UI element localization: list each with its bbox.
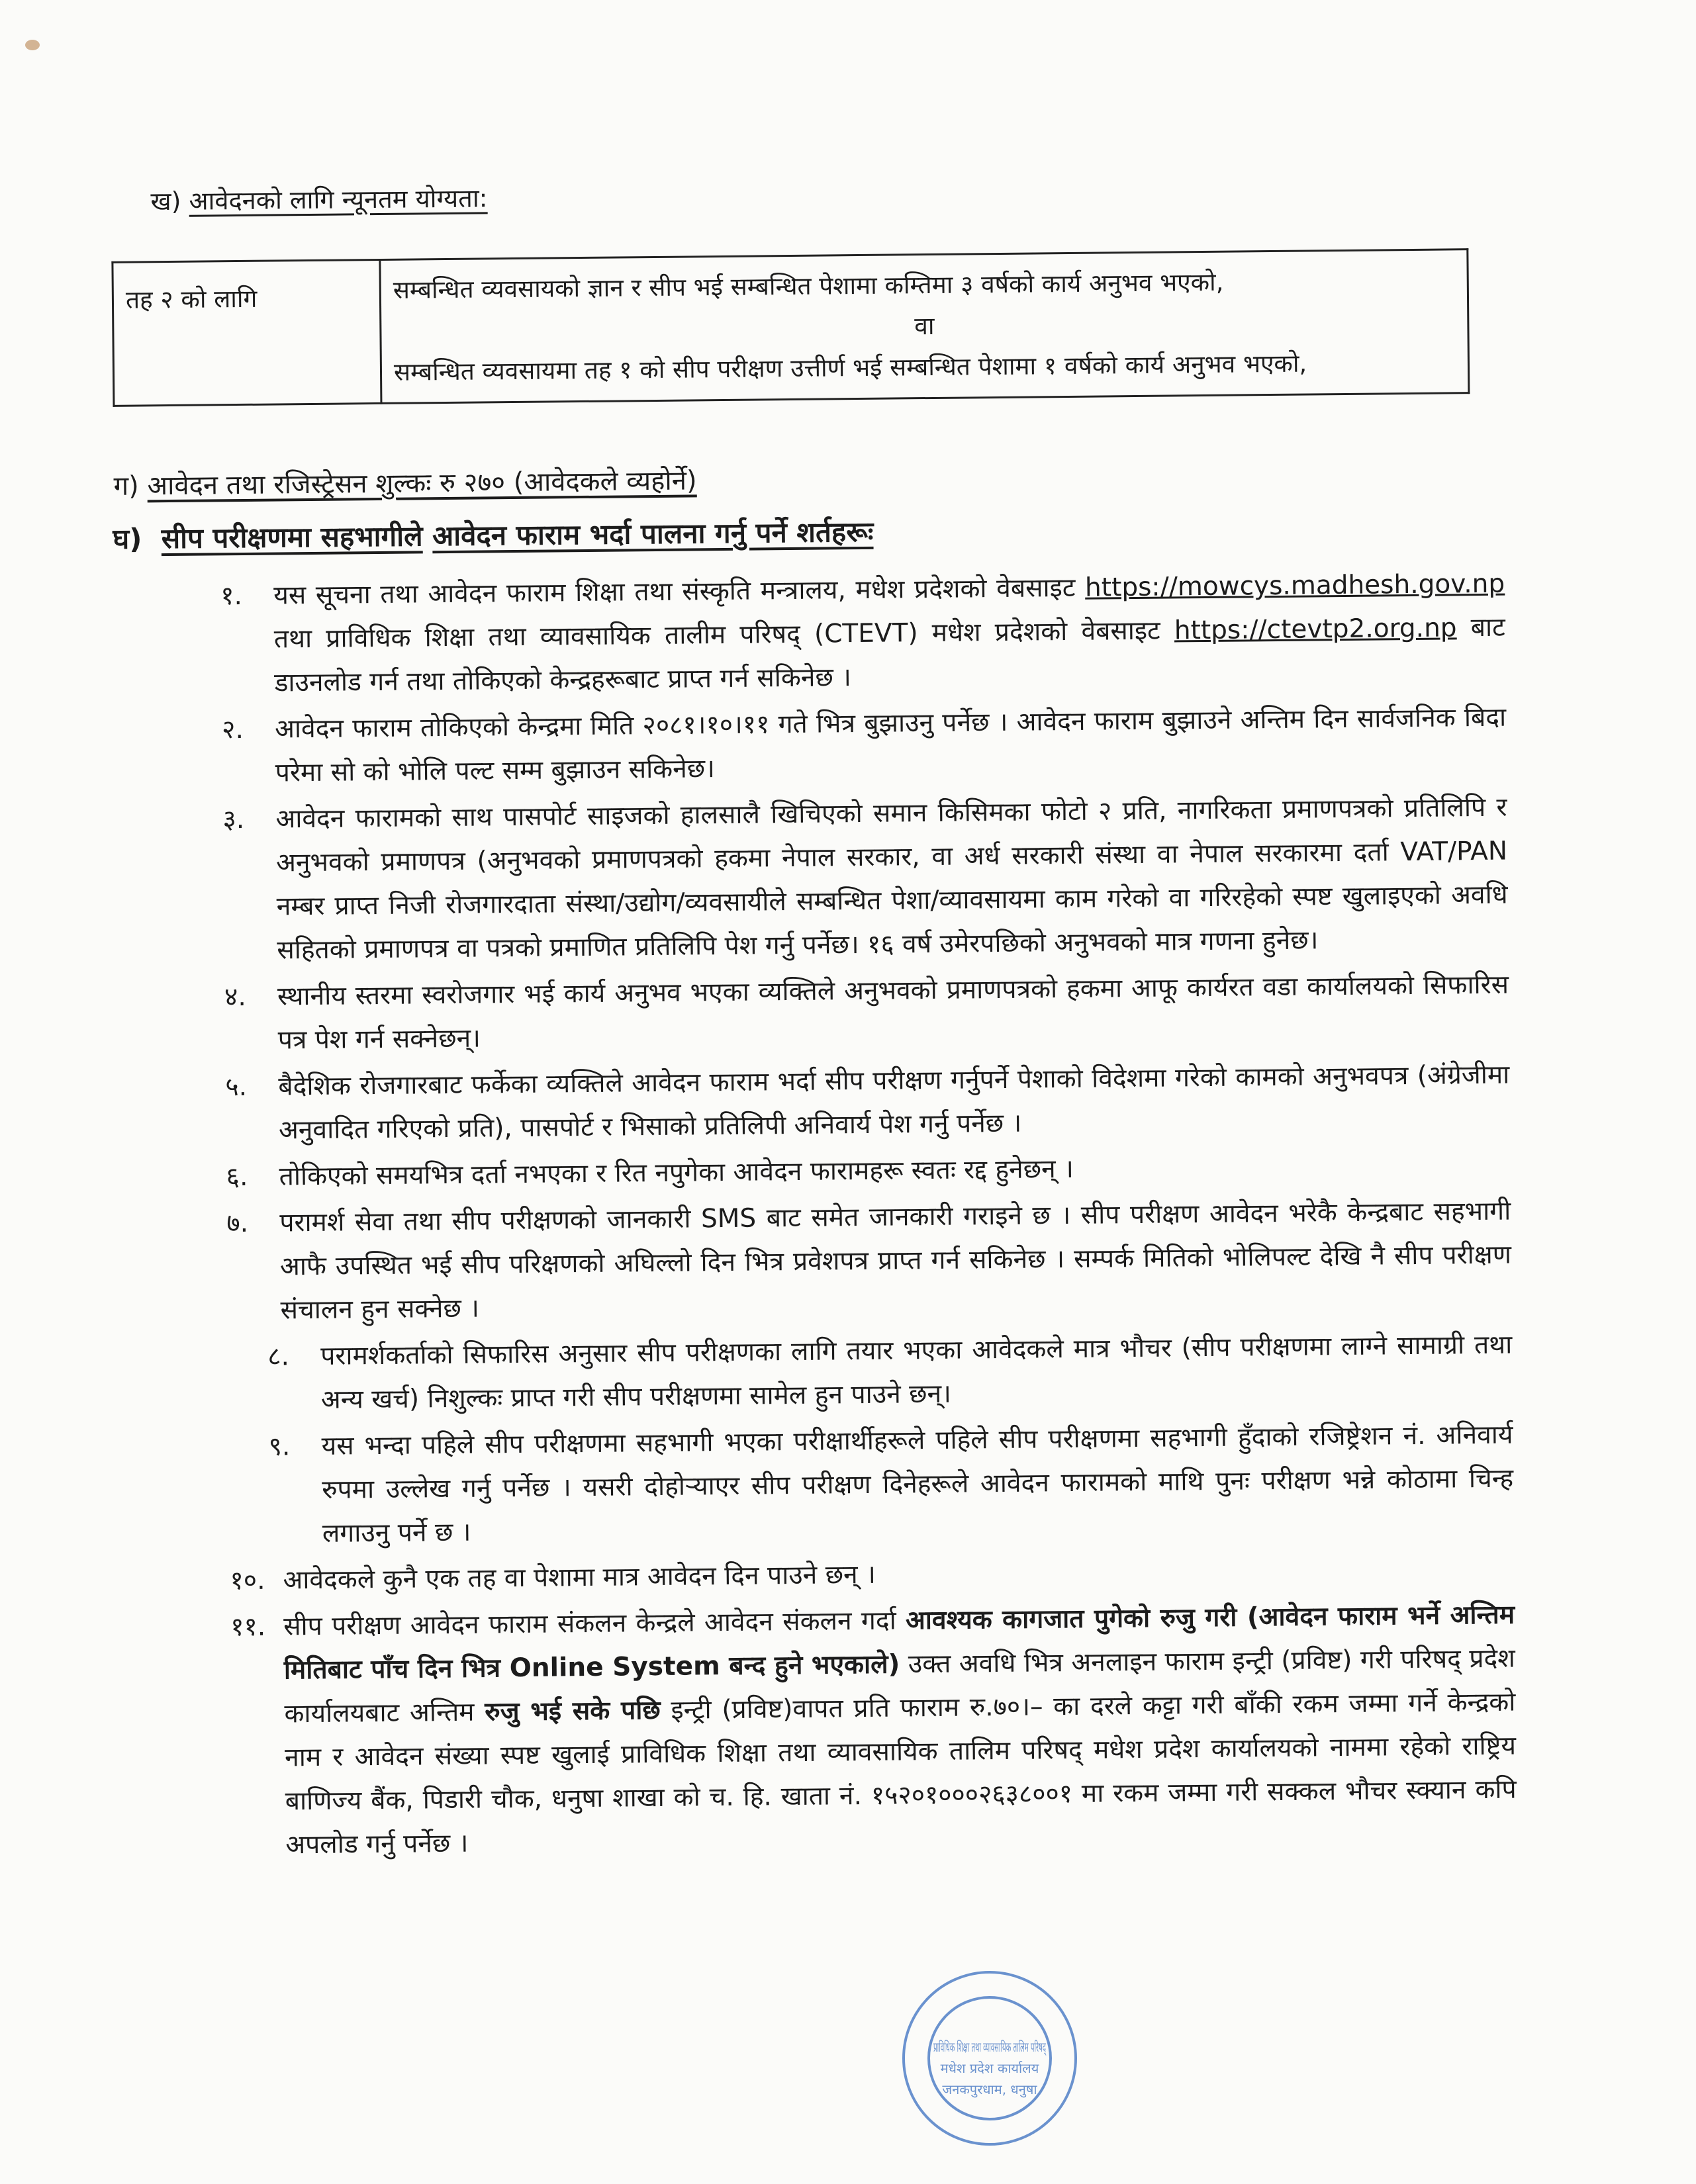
condition-text: तोकिएको समयभित्र दर्ता नभएका र रित नपुगेका आवेदन फारामहरू स्वतः रद्द हुनेछन् । [279, 1154, 1074, 1192]
condition-number: ९. [268, 1432, 291, 1462]
condition-text: परामर्शकर्ताको सिफारिस अनुसार सीप परीक्षणका लागि तयार भएका आवेदकले मात्र भौचर (सीप परीक्षणमा लाग्ने सामाग्री तथा अन्य खर्च) निशुल्कः प्राप्त गरी सीप परीक्षणमा सामेल हुन पाउने छन्। [320, 1330, 1513, 1415]
condition-text: यस भन्दा पहिले सीप परीक्षणमा सहभागी भएका परीक्षार्थीहरूले पहिले सीप परीक्षणमा सहभागी हुँदाको रजिष्ट्रेशन नं. अनिवार्य रुपमा उल्लेख गर्नु पर्नेछ । यसरी दोहोऱ्याएर सीप परीक्षण दिनेहरूले आवेदन फारामको माथि पुनः परीक्षण भन्ने कोठामा चिन्ह लगाउनु पर्ने छ । [321, 1420, 1514, 1549]
section-ga-label: ग) [113, 471, 140, 502]
condition-number: ३. [222, 804, 245, 835]
mowcys-website-link[interactable]: https://mowcys.madhesh.gov.np [1084, 569, 1505, 603]
condition-text-bold: रुजु भई सके पछि [485, 1695, 661, 1727]
ctevt-website-link[interactable]: https://ctevtp2.org.np [1174, 613, 1457, 646]
stamp-text-2: मधेश प्रदेश कार्यालय [940, 2060, 1039, 2076]
condition-item [220, 563, 1506, 706]
condition-text: परामर्श सेवा तथा सीप परीक्षणको जानकारी SMS बाट समेत जानकारी गराइने छ । सीप परीक्षण आवेदन भरेकै केन्द्रबाट सहभागी आफै उपस्थित भई सीप परिक्षणको अघिल्लो दिन भित्र प्रवेशपत्र प्राप्त गर्न सकिनेछ । सम्पर्क मितिको भोलिपल्ट देखि नै सीप परीक्षण संचालन हुन सक्नेछ । [279, 1196, 1512, 1326]
section-ga-heading [113, 464, 696, 502]
condition-item [226, 1190, 1512, 1334]
condition-number: ७. [226, 1208, 249, 1239]
condition-number: ८. [267, 1342, 290, 1372]
condition-item [222, 696, 1507, 796]
condition-text: बाट डाउनलोड गर्न तथा तोकिएको केन्द्रहरूबाट प्राप्त गर्न सकिनेछ । [274, 612, 1505, 698]
condition-number: ४. [224, 981, 246, 1013]
section-gha-label: घ) [113, 522, 142, 555]
requirement-cell [380, 250, 1469, 404]
stamp-inner-ring [929, 1997, 1162, 2119]
condition-text: स्थानीय स्तरमा स्वरोजगार भई कार्य अनुभव भएका व्यक्तिले अनुभवको प्रमाणपत्रको हकमा आफू कार्यरत वडा कार्यालयको सिफारिस पत्र पेश गर्न सक्नेछन्। [277, 970, 1509, 1056]
condition-text: बैदेशिक रोजगारबाट फर्केका व्यक्तिले आवेदन फाराम भर्दा सीप परीक्षण गर्नुपर्ने पेशाको विदेशमा गरेको कामको अनुभवपत्र (अंग्रेजीमा अनुवादित गरिएको प्रति), पासपोर्ट र भिसाको प्रतिलिपी अनिवार्य पेश गर्नु पर्नेछ । [278, 1060, 1510, 1146]
section-gha-title-part1: सीप परीक्षणमा सहभागीले [161, 520, 423, 555]
requirement-2: सम्बन्धित व्यवसायमा तह १ को सीप परीक्षण उत्तीर्ण भई सम्बन्धित पेशामा १ वर्षको कार्य अनुभव भएको, [393, 349, 1307, 387]
condition-number: १. [220, 580, 243, 612]
condition-text: तथा प्राविधिक शिक्षा तथा व्यावसायिक तालीम परिषद् (CTEVT) मधेश प्रदेशको वेबसाइट [273, 615, 1160, 655]
condition-number: २. [221, 714, 244, 745]
condition-number: ११. [230, 1612, 266, 1643]
condition-number: १०. [230, 1565, 265, 1596]
condition-item [230, 1594, 1517, 1868]
requirement-or: वा [914, 311, 935, 341]
condition-item [222, 786, 1508, 974]
paper-mark [25, 40, 40, 50]
section-kha-label: ख) [150, 186, 181, 216]
requirement-1: सम्बन्धित व्यवसायको ज्ञान र सीप भई सम्बन्धित पेशामा कम्तिमा ३ वर्षको कार्य अनुभव भएको, [393, 267, 1224, 304]
condition-text: आवेदकले कुनै एक तह वा पेशामा मात्र आवेदन दिन पाउने छन् । [283, 1559, 876, 1596]
section-kha-heading [150, 181, 487, 218]
condition-text: यस सूचना तथा आवेदन फाराम शिक्षा तथा संस्कृति मन्त्रालय, मधेश प्रदेशको वेबसाइट [273, 572, 1076, 611]
section-gha-heading [113, 516, 873, 556]
condition-number: ६. [226, 1161, 248, 1193]
condition-text: उक्त अवधि भित्र अनलाइन फाराम इन्ट्री (प्रविष्ट) गरी परिषद् प्रदेश कार्यालयबाट अन्तिम [284, 1643, 1515, 1729]
section-kha-title: आवेदनको लागि न्यूनतम योग्यता: [189, 183, 488, 216]
condition-item [224, 964, 1509, 1064]
condition-text: आवेदन फाराम तोकिएको केन्द्रमा मिति २०८१।१०।११ गते भित्र बुझाउनु पर्नेछ । आवेदन फाराम बुझाउने अन्तिम दिन सार्वजनिक बिदा परेमा सो को भोलि पल्ट सम्म बुझाउन सकिनेछ। [274, 702, 1507, 788]
condition-text-bold: आवश्यक कागजात पुगेको रुजु गरी (आवेदन फाराम भर्ने अन्तिम मितिबाट पाँच दिन भित्र Online System बन्द हुने भएकाले) [283, 1600, 1515, 1686]
conditions-list [220, 563, 1517, 1871]
eligibility-row [113, 250, 1469, 406]
eligibility-table [111, 248, 1470, 407]
section-ga-title: आवेदन तथा रजिस्ट्रेसन शुल्कः रु २७० (आवेदकले व्यहोर्ने) [147, 465, 697, 502]
condition-text: सीप परीक्षण आवेदन फाराम संकलन केन्द्रले आवेदन संकलन गर्दा [283, 1606, 896, 1642]
condition-item [228, 1414, 1514, 1557]
condition-item [228, 1324, 1513, 1424]
stamp-text-3: जनकपुरधाम, धनुषा [942, 2081, 1037, 2097]
stamp-text-1: प्राविधिक शिक्षा तथा व्यावसायिक तालिम परिषद् [933, 2039, 1162, 2055]
condition-item [225, 1054, 1510, 1154]
condition-text: आवेदन फारामको साथ पासपोर्ट साइजको हालसालै खिचिएको समान किसिमका फोटो २ प्रति, नागरिकता प्रमाणपत्रको प्रतिलिपि र अनुभवको प्रमाणपत्र (अनुभवको प्रमाणपत्रको हकमा नेपाल सरकार, वा अर्ध सरकारी संस्था वा नेपाल सरकारमा दर्ता VAT/PAN नम्बर प्राप्त निजी रोजगारदाता संस्था/उद्योग/व्यवसायीले सम्बन्धित पेशा/व्यावसायमा काम गरेको वा गरिरहेको स्पष्ट खुलाइएको अवधि सहितको प्रमाणपत्र वा पत्रको प्रमाणित प्रतिलिपि पेश गर्नु पर्नेछ। १६ वर्ष उमेरपछिको अनुभवको मात्र गणना हुनेछ। [275, 792, 1508, 966]
condition-text: इन्ट्री (प्रविष्ट)वापत प्रति फाराम रु.७०।– का दरले कट्टा गरी बाँकी रकम जम्मा गर्ने केन्द्रको नाम र आवेदन संख्या स्पष्ट खुलाई प्राविधिक शिक्षा तथा व्यावसायिक तालिम परिषद् मधेश प्रदेश कार्यालयको नाममा रहेको राष्ट्रिय बाणिज्य बैंक, पिडारी चौक, धनुषा शाखा को च. हि. खाता नं. १५२०१०००२६३८००१ मा रकम जम्मा गरी सक्कल भौचर स्क्यान कपि अपलोड गर्नु पर्नेछ । [284, 1687, 1517, 1860]
section-gha-title-part2: आवेदन फाराम भर्दा पालना गर्नु पर्ने शर्तहरूः [432, 515, 874, 553]
condition-number: ५. [225, 1071, 248, 1103]
office-seal-stamp [880, 1959, 1162, 2184]
level-cell: तह २ को लागि [113, 259, 381, 406]
